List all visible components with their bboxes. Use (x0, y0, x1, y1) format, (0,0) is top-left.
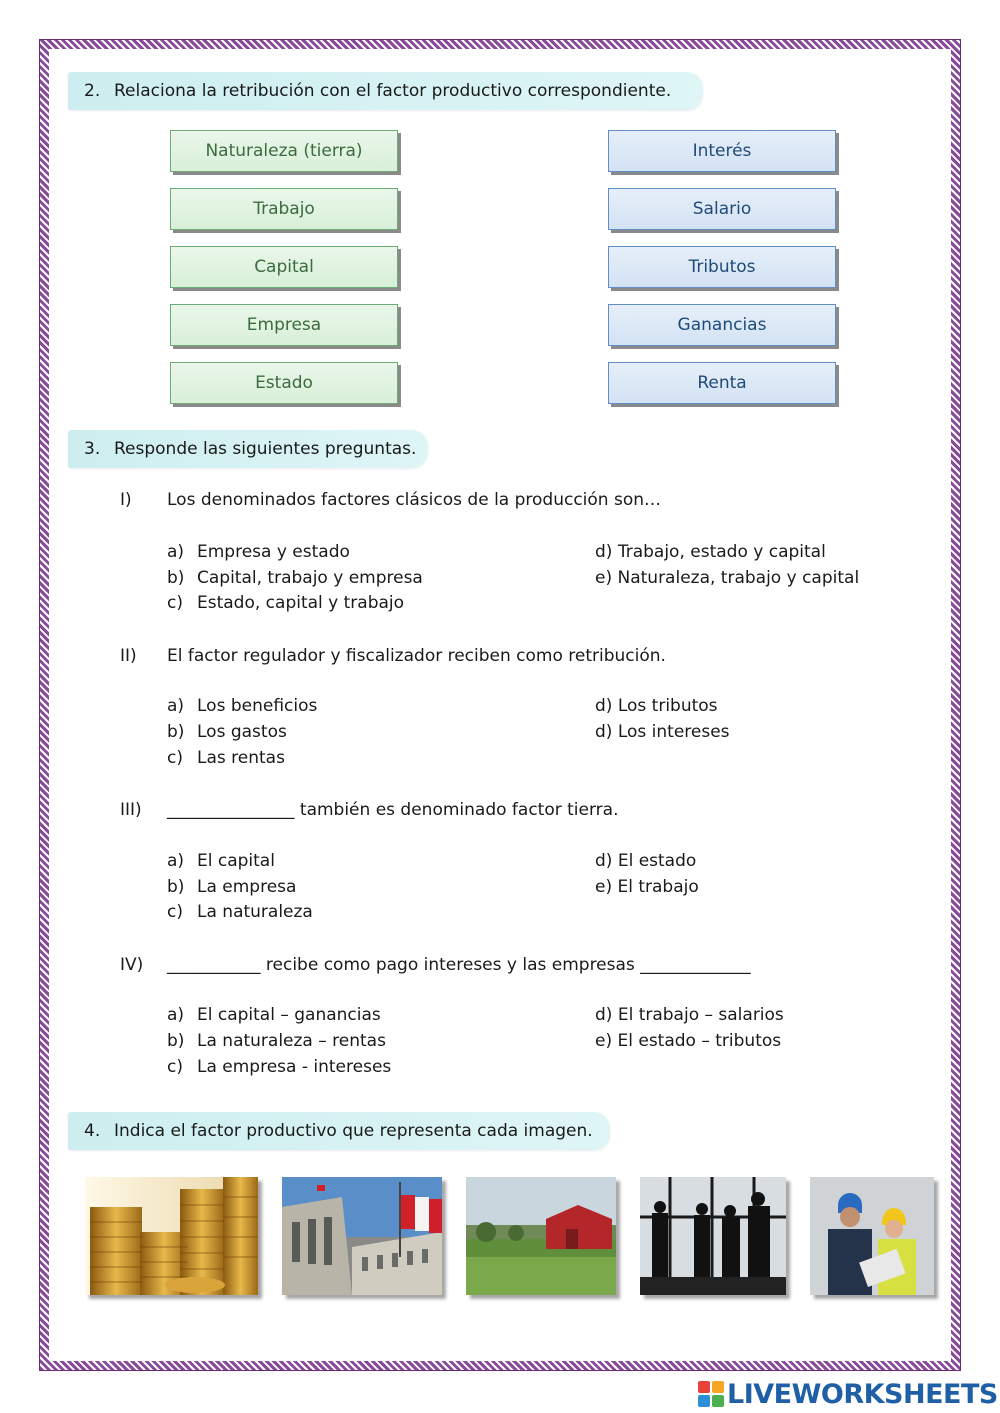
section-4-title: Indica el factor productivo que representa cada imagen. (114, 1121, 593, 1141)
factor-box-3[interactable]: Capital (170, 246, 398, 288)
retribution-box-3[interactable]: Tributos (608, 246, 836, 288)
q4-option-a[interactable] (167, 1005, 381, 1025)
option-letter: c) (167, 593, 183, 613)
option-letter: a) (167, 851, 185, 871)
option-letter: c) (167, 748, 183, 768)
option-text: La naturaleza – rentas (197, 1031, 386, 1051)
option-letter: c) (167, 902, 183, 922)
q1-option-c[interactable] (167, 593, 404, 613)
question-3-number: III) (120, 800, 142, 820)
option-letter: a) (167, 696, 185, 716)
question-3-stem: _______________ también es denominado factor tierra. (167, 800, 619, 820)
section-4-header (68, 1112, 610, 1150)
option-text: La empresa - intereses (197, 1057, 392, 1077)
option-text: La empresa (197, 877, 297, 897)
section-3-number: 3. (84, 439, 101, 459)
option-text: Los beneficios (197, 696, 318, 716)
q3-option-b[interactable] (167, 877, 296, 897)
option-text: Estado, capital y trabajo (197, 593, 405, 613)
government-building-photo (282, 1177, 442, 1295)
factor-box-2[interactable]: Trabajo (170, 188, 398, 230)
factor-box-1[interactable]: Naturaleza (tierra) (170, 130, 398, 172)
q3-option-e[interactable]: e) El trabajo (595, 877, 699, 897)
question-1-number: I) (120, 490, 132, 510)
q2-option-d[interactable]: d) Los tributos (595, 696, 718, 716)
q2-option-b[interactable] (167, 722, 287, 742)
option-letter: a) (167, 542, 185, 562)
q1-option-d[interactable]: d) Trabajo, estado y capital (595, 542, 826, 562)
section-3-title: Responde las siguientes preguntas. (114, 439, 417, 459)
q1-option-e[interactable]: e) Naturaleza, trabajo y capital (595, 568, 860, 588)
section-2-number: 2. (84, 81, 101, 101)
q4-option-e[interactable]: e) El estado – tributos (595, 1031, 782, 1051)
question-4-stem: ___________ recibe como pago intereses y las empresas _____________ (167, 955, 751, 975)
section-2-header (68, 72, 703, 110)
option-letter: b) (167, 568, 185, 588)
option-letter: a) (167, 1005, 185, 1025)
option-text: Los gastos (197, 722, 287, 742)
option-letter: b) (167, 1031, 185, 1051)
farm-field-photo (466, 1177, 616, 1295)
q3-option-a[interactable] (167, 851, 275, 871)
option-text: El capital – ganancias (197, 1005, 381, 1025)
liveworksheets-logo (698, 1378, 998, 1410)
section-2-title: Relaciona la retribución con el factor productivo correspondiente. (114, 81, 672, 101)
option-letter: b) (167, 877, 185, 897)
option-text: La naturaleza (197, 902, 313, 922)
q1-option-b[interactable] (167, 568, 423, 588)
factor-box-4[interactable]: Empresa (170, 304, 398, 346)
question-1-stem: Los denominados factores clásicos de la producción son… (167, 490, 662, 510)
question-2-number: II) (120, 646, 137, 666)
option-letter: c) (167, 1057, 183, 1077)
section-4-number: 4. (84, 1121, 101, 1141)
section-3-header (68, 430, 428, 468)
q4-option-b[interactable] (167, 1031, 386, 1051)
option-text: Empresa y estado (197, 542, 350, 562)
option-text: Capital, trabajo y empresa (197, 568, 423, 588)
question-4-number: IV) (120, 955, 144, 975)
option-letter: b) (167, 722, 185, 742)
factor-box-5[interactable]: Estado (170, 362, 398, 404)
q4-option-c[interactable] (167, 1057, 391, 1077)
coins-photo (85, 1177, 258, 1295)
retribution-box-5[interactable]: Renta (608, 362, 836, 404)
q3-option-d[interactable]: d) El estado (595, 851, 697, 871)
q2-option-a[interactable] (167, 696, 317, 716)
liveworksheets-icon (698, 1381, 724, 1407)
retribution-box-4[interactable]: Ganancias (608, 304, 836, 346)
question-2-stem: El factor regulador y fiscalizador reciben como retribución. (167, 646, 666, 666)
option-text: Las rentas (197, 748, 285, 768)
q2-option-d2[interactable]: d) Los intereses (595, 722, 730, 742)
q2-option-c[interactable] (167, 748, 285, 768)
retribution-box-1[interactable]: Interés (608, 130, 836, 172)
business-people-photo (640, 1177, 786, 1295)
workers-photo (810, 1177, 934, 1295)
q1-option-a[interactable] (167, 542, 350, 562)
option-text: El capital (197, 851, 275, 871)
brand-name: LIVEWORKSHEETS (727, 1378, 998, 1410)
retribution-box-2[interactable]: Salario (608, 188, 836, 230)
q3-option-c[interactable] (167, 902, 313, 922)
q4-option-d[interactable]: d) El trabajo – salarios (595, 1005, 784, 1025)
